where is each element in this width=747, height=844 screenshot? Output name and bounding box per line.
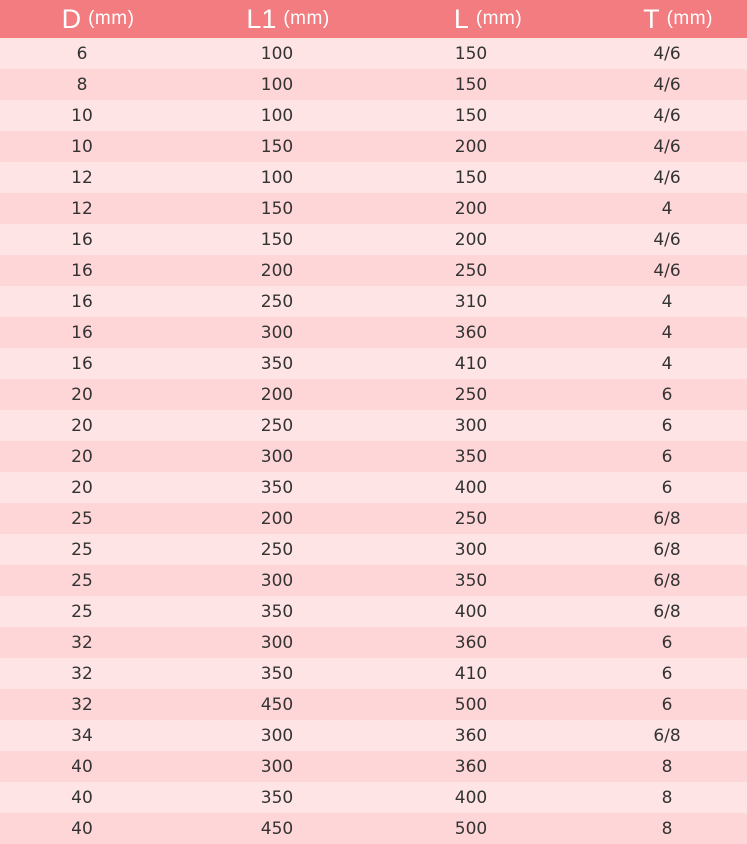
cell-l1: 150 (260, 136, 294, 157)
table-row (0, 782, 747, 813)
table-row (0, 565, 747, 596)
header-cell-l (388, 0, 588, 38)
cell-t: 4/6 (653, 105, 681, 126)
cell-l: 250 (454, 508, 488, 529)
table-header (0, 0, 747, 38)
cell-t: 6 (661, 415, 673, 436)
cell-d: 25 (71, 601, 93, 622)
table-row (0, 69, 747, 100)
header-unit: (mm) (666, 8, 713, 29)
cell-t: 8 (661, 818, 673, 839)
cell-t: 6/8 (653, 539, 681, 560)
cell-t: 4/6 (653, 43, 681, 64)
cell-d: 12 (71, 198, 93, 219)
cell-l1: 450 (260, 694, 294, 715)
table-row (0, 813, 747, 844)
cell-l: 200 (454, 136, 488, 157)
cell-l: 150 (454, 167, 488, 188)
cell-d: 25 (71, 539, 93, 560)
header-unit: (mm) (88, 8, 135, 29)
table-row (0, 503, 747, 534)
table-row (0, 720, 747, 751)
cell-d: 20 (71, 477, 93, 498)
table-row (0, 441, 747, 472)
cell-l1: 300 (260, 446, 294, 467)
cell-d: 20 (71, 446, 93, 467)
cell-t: 4 (661, 322, 673, 343)
cell-l1: 300 (260, 570, 294, 591)
cell-l1: 200 (260, 260, 294, 281)
cell-t: 8 (661, 787, 673, 808)
cell-l1: 100 (260, 74, 294, 95)
table-row (0, 379, 747, 410)
table-row (0, 131, 747, 162)
table-row (0, 751, 747, 782)
cell-l: 410 (454, 353, 488, 374)
cell-l1: 350 (260, 353, 294, 374)
cell-l: 150 (454, 105, 488, 126)
cell-l: 150 (454, 43, 488, 64)
header-cell-d (0, 0, 198, 38)
cell-l: 200 (454, 198, 488, 219)
table-row (0, 472, 747, 503)
cell-t: 6 (661, 477, 673, 498)
cell-l: 360 (454, 632, 488, 653)
cell-l1: 100 (260, 43, 294, 64)
header-cell-l1 (188, 0, 388, 38)
cell-t: 4/6 (653, 260, 681, 281)
cell-t: 4/6 (653, 136, 681, 157)
cell-d: 32 (71, 632, 93, 653)
cell-d: 10 (71, 105, 93, 126)
table-row (0, 286, 747, 317)
cell-d: 25 (71, 570, 93, 591)
cell-l: 350 (454, 446, 488, 467)
cell-t: 8 (661, 756, 673, 777)
table-row (0, 100, 747, 131)
cell-t: 4 (661, 291, 673, 312)
cell-d: 32 (71, 663, 93, 684)
cell-t: 6 (661, 663, 673, 684)
header-label: L1 (246, 3, 277, 34)
cell-l1: 250 (260, 415, 294, 436)
cell-t: 4 (661, 353, 673, 374)
cell-t: 6 (661, 632, 673, 653)
cell-t: 4/6 (653, 74, 681, 95)
cell-d: 16 (71, 322, 93, 343)
cell-d: 16 (71, 353, 93, 374)
cell-l1: 350 (260, 477, 294, 498)
cell-d: 10 (71, 136, 93, 157)
cell-l: 400 (454, 601, 488, 622)
cell-d: 8 (76, 74, 88, 95)
cell-d: 40 (71, 818, 93, 839)
cell-d: 6 (76, 43, 88, 64)
cell-l: 360 (454, 725, 488, 746)
table-row (0, 162, 747, 193)
cell-d: 34 (71, 725, 93, 746)
cell-l: 500 (454, 694, 488, 715)
table-row (0, 38, 747, 69)
header-unit: (mm) (283, 8, 330, 29)
header-cell-t (578, 0, 747, 38)
cell-t: 6/8 (653, 570, 681, 591)
cell-t: 6/8 (653, 508, 681, 529)
cell-t: 4 (661, 198, 673, 219)
cell-l1: 350 (260, 787, 294, 808)
table-row (0, 317, 747, 348)
table-row (0, 658, 747, 689)
cell-l: 500 (454, 818, 488, 839)
cell-d: 32 (71, 694, 93, 715)
cell-l: 200 (454, 229, 488, 250)
cell-l: 150 (454, 74, 488, 95)
cell-d: 12 (71, 167, 93, 188)
table-row (0, 689, 747, 720)
cell-t: 6 (661, 446, 673, 467)
cell-l: 360 (454, 322, 488, 343)
cell-l: 300 (454, 539, 488, 560)
cell-l1: 350 (260, 663, 294, 684)
table-row (0, 410, 747, 441)
cell-d: 40 (71, 756, 93, 777)
table-body (0, 38, 747, 844)
header-label: T (643, 3, 660, 34)
cell-l1: 250 (260, 539, 294, 560)
cell-l1: 250 (260, 291, 294, 312)
cell-l: 400 (454, 477, 488, 498)
table-row (0, 224, 747, 255)
table-row (0, 255, 747, 286)
header-unit: (mm) (475, 8, 523, 29)
cell-l1: 100 (260, 167, 294, 188)
header-label: L (453, 3, 469, 34)
table-row (0, 193, 747, 224)
cell-l: 250 (454, 260, 488, 281)
header-label: D (61, 3, 82, 34)
cell-d: 16 (71, 229, 93, 250)
cell-d: 20 (71, 415, 93, 436)
cell-l1: 450 (260, 818, 294, 839)
cell-d: 20 (71, 384, 93, 405)
cell-t: 6 (661, 694, 673, 715)
cell-l1: 300 (260, 725, 294, 746)
table-row (0, 627, 747, 658)
cell-l: 410 (454, 663, 488, 684)
cell-t: 6/8 (653, 601, 681, 622)
cell-d: 16 (71, 291, 93, 312)
cell-l: 350 (454, 570, 488, 591)
cell-t: 6/8 (653, 725, 681, 746)
cell-l: 360 (454, 756, 488, 777)
cell-l: 400 (454, 787, 488, 808)
cell-l1: 300 (260, 756, 294, 777)
cell-l1: 350 (260, 601, 294, 622)
cell-t: 4/6 (653, 229, 681, 250)
table-row (0, 596, 747, 627)
cell-l1: 150 (260, 198, 294, 219)
cell-d: 40 (71, 787, 93, 808)
cell-t: 6 (661, 384, 673, 405)
cell-l1: 300 (260, 632, 294, 653)
cell-l1: 200 (260, 384, 294, 405)
cell-l1: 300 (260, 322, 294, 343)
table-row (0, 348, 747, 379)
cell-d: 16 (71, 260, 93, 281)
table-row (0, 534, 747, 565)
cell-l: 250 (454, 384, 488, 405)
cell-l1: 200 (260, 508, 294, 529)
cell-l1: 100 (260, 105, 294, 126)
cell-d: 25 (71, 508, 93, 529)
cell-l1: 150 (260, 229, 294, 250)
cell-t: 4/6 (653, 167, 681, 188)
cell-l: 310 (454, 291, 488, 312)
cell-l: 300 (454, 415, 488, 436)
